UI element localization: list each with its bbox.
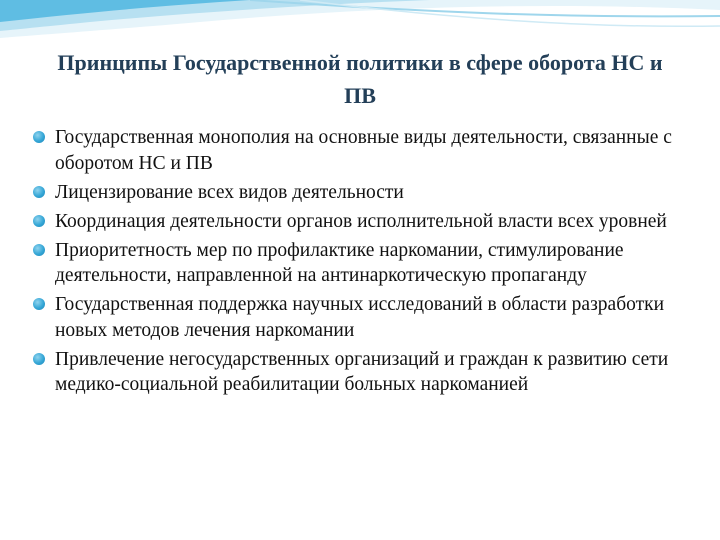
list-item [30,292,698,343]
list-item [30,125,698,176]
bullet-text: Государственная поддержка научных исследований в области разработки новых методов лечения наркомании [55,294,665,341]
list-item [30,180,698,206]
bullet-icon [33,215,45,227]
bullet-text: Координация деятельности органов исполнительной власти всех уровней [55,210,667,232]
list-item [30,209,698,235]
slide-title: Принципы Государственной политики в сфере оборота НС и ПВ [57,50,663,108]
bullet-icon [33,353,45,365]
bullet-text: Государственная монополия на основные виды деятельности, связанные с оборотом НС и ПВ [55,127,672,174]
bullet-icon [33,298,45,310]
bullet-icon [33,186,45,198]
bullet-text: Приоритетность мер по профилактике наркомании, стимулирование деятельности, направленной на антинаркотическую пропаганду [55,239,624,286]
bullet-icon [33,244,45,256]
bullet-list [30,125,698,401]
bullet-text: Привлечение негосударственных организаций и граждан к развитию сети медико-социальной реабилитации больных наркоманией [55,348,669,395]
bullet-text: Лицензирование всех видов деятельности [55,181,404,203]
list-item [30,238,698,289]
bullet-icon [33,131,45,143]
list-item [30,347,698,398]
